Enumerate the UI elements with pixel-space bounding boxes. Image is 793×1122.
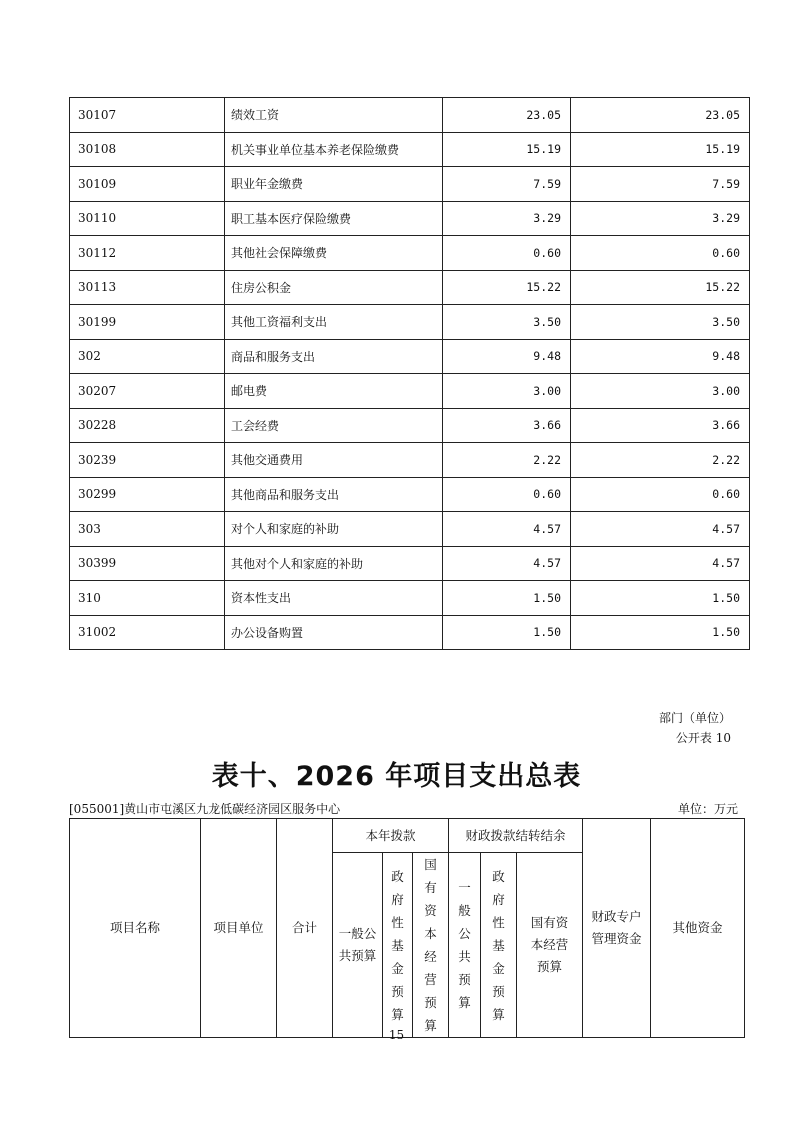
row-name: 其他对个人和家庭的补助 (225, 546, 443, 581)
row-value-2: 1.50 (571, 615, 750, 650)
row-value-2: 23.05 (571, 98, 750, 133)
page-number: 15 (388, 1028, 405, 1042)
organization-name: [055001]黄山市屯溪区九龙低碳经济园区服务中心 (69, 802, 341, 816)
row-value-2: 3.50 (571, 305, 750, 340)
table-row (70, 374, 750, 409)
row-code: 30113 (70, 270, 225, 305)
row-value-1: 3.66 (443, 408, 571, 443)
header-other-funds: 其他资金 (651, 819, 745, 1038)
row-name: 住房公积金 (225, 270, 443, 305)
header-cy-gov-fund-budget-text: 政府性基金预算 (391, 868, 404, 1022)
row-value-2: 0.60 (571, 477, 750, 512)
row-code: 30112 (70, 236, 225, 271)
row-code: 30109 (70, 167, 225, 202)
row-name: 其他商品和服务支出 (225, 477, 443, 512)
table-row (70, 477, 750, 512)
row-code: 30108 (70, 132, 225, 167)
row-value-1: 0.60 (443, 477, 571, 512)
unit-label: 单位：万元 (677, 802, 738, 816)
table-row (70, 615, 750, 650)
public-table-number: 公开表 10 (675, 731, 731, 745)
row-code: 30399 (70, 546, 225, 581)
table-row (70, 408, 750, 443)
row-value-2: 9.48 (571, 339, 750, 374)
row-code: 30239 (70, 443, 225, 478)
row-value-2: 3.00 (571, 374, 750, 409)
header-co-soe-capital-budget (517, 853, 583, 1038)
row-code: 30107 (70, 98, 225, 133)
row-name: 其他社会保障缴费 (225, 236, 443, 271)
row-value-2: 7.59 (571, 167, 750, 202)
row-value-1: 7.59 (443, 167, 571, 202)
row-code: 30110 (70, 201, 225, 236)
header-co-general-budget-text: 一般公共预算 (458, 880, 471, 1010)
expense-table (69, 97, 750, 650)
header-cy-gov-fund-budget (383, 853, 413, 1038)
row-value-1: 15.22 (443, 270, 571, 305)
row-value-1: 9.48 (443, 339, 571, 374)
header-cy-general-budget (333, 853, 383, 1038)
row-name: 工会经费 (225, 408, 443, 443)
table-row (70, 339, 750, 374)
header-special-account-fund (583, 819, 651, 1038)
row-code: 30207 (70, 374, 225, 409)
row-name: 办公设备购置 (225, 615, 443, 650)
header-co-gov-fund-budget (481, 853, 517, 1038)
table-row (70, 132, 750, 167)
table-row (70, 443, 750, 478)
department-note: 部门（单位） (658, 711, 731, 725)
table-row (70, 167, 750, 202)
table-row (70, 581, 750, 616)
row-name: 对个人和家庭的补助 (225, 512, 443, 547)
header-co-soe-capital-budget-text: 国有资本经营预算 (530, 915, 569, 974)
row-code: 303 (70, 512, 225, 547)
row-name: 商品和服务支出 (225, 339, 443, 374)
section-title: 表十、2026 年项目支出总表 (211, 761, 582, 792)
header-project-name: 项目名称 (70, 819, 201, 1038)
row-code: 30199 (70, 305, 225, 340)
row-value-1: 3.00 (443, 374, 571, 409)
header-special-account-fund-text: 财政专户管理资金 (591, 909, 642, 946)
project-expenditure-table (69, 818, 745, 1038)
header-cy-soe-capital-budget-text: 国有资本经营预算 (424, 857, 437, 1033)
row-value-1: 0.60 (443, 236, 571, 271)
row-code: 30228 (70, 408, 225, 443)
header-co-gov-fund-budget-text: 政府性基金预算 (492, 868, 505, 1022)
row-name: 职业年金缴费 (225, 167, 443, 202)
row-value-2: 0.60 (571, 236, 750, 271)
row-value-1: 4.57 (443, 512, 571, 547)
table-row (70, 98, 750, 133)
row-code: 310 (70, 581, 225, 616)
header-co-general-budget (449, 853, 481, 1038)
table-row (70, 305, 750, 340)
row-value-2: 1.50 (571, 581, 750, 616)
row-value-1: 4.57 (443, 546, 571, 581)
row-value-2: 2.22 (571, 443, 750, 478)
table-row (70, 512, 750, 547)
row-code: 302 (70, 339, 225, 374)
row-value-1: 23.05 (443, 98, 571, 133)
expense-table-body (70, 98, 750, 650)
row-code: 30299 (70, 477, 225, 512)
header-project-unit: 项目单位 (201, 819, 277, 1038)
table-row (70, 236, 750, 271)
table-row (70, 546, 750, 581)
header-total: 合计 (277, 819, 333, 1038)
row-value-1: 1.50 (443, 581, 571, 616)
row-name: 职工基本医疗保险缴费 (225, 201, 443, 236)
header-fiscal-carryover: 财政拨款结转结余 (449, 819, 583, 853)
row-code: 31002 (70, 615, 225, 650)
table-row (70, 270, 750, 305)
row-value-2: 15.19 (571, 132, 750, 167)
row-name: 资本性支出 (225, 581, 443, 616)
row-value-1: 3.50 (443, 305, 571, 340)
row-name: 其他工资福利支出 (225, 305, 443, 340)
row-value-1: 1.50 (443, 615, 571, 650)
row-name: 邮电费 (225, 374, 443, 409)
header-current-year-appropriation: 本年拨款 (333, 819, 449, 853)
row-value-1: 2.22 (443, 443, 571, 478)
row-name: 机关事业单位基本养老保险缴费 (225, 132, 443, 167)
row-value-2: 3.66 (571, 408, 750, 443)
row-value-1: 15.19 (443, 132, 571, 167)
row-value-2: 15.22 (571, 270, 750, 305)
row-value-1: 3.29 (443, 201, 571, 236)
row-value-2: 3.29 (571, 201, 750, 236)
row-value-2: 4.57 (571, 512, 750, 547)
row-value-2: 4.57 (571, 546, 750, 581)
table-row (70, 201, 750, 236)
row-name: 绩效工资 (225, 98, 443, 133)
header-cy-soe-capital-budget (413, 853, 449, 1038)
row-name: 其他交通费用 (225, 443, 443, 478)
header-cy-general-budget-text: 一般公共预算 (338, 926, 377, 963)
